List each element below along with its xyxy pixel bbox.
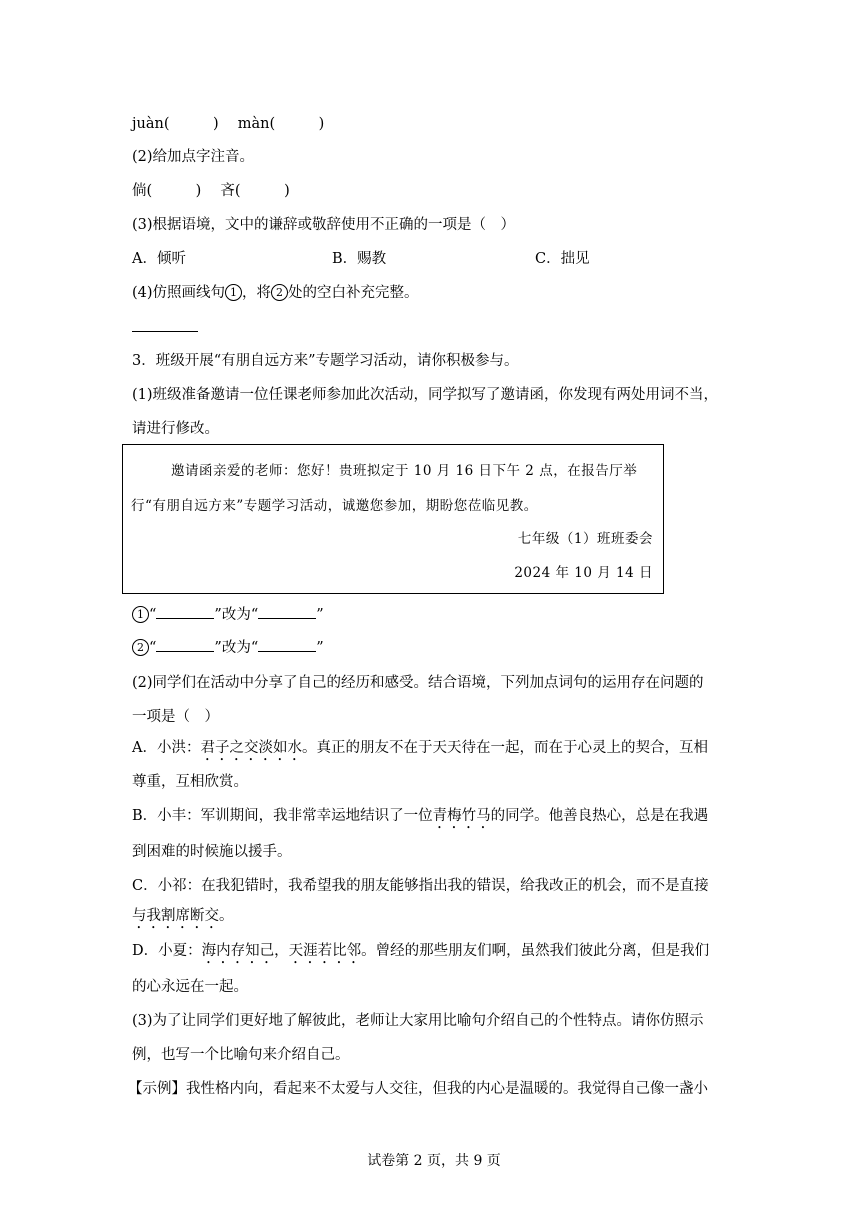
- question-2-sub2: (2)给加点字注音。: [132, 149, 255, 165]
- answer-blank[interactable]: [132, 331, 198, 332]
- choice-a-dotted: 君子之交淡如水: [200, 740, 302, 756]
- question-2-sub4: [132, 283, 419, 303]
- choice-b-line2: 到困难的时候施以援手。: [132, 844, 292, 860]
- fix-line-2: [132, 637, 324, 658]
- question-3-sub2-line1: (2)同学们在活动中分享了自己的经历和感受。结合语境，下列加点词句的运用存在问题的: [132, 675, 704, 691]
- quote-open: “: [149, 607, 157, 623]
- circled-number-2: 2: [132, 639, 149, 656]
- choice-c-dotted: 与我割席断交: [132, 908, 219, 924]
- choice-b-rest: 的同学。他善良热心，总是在我遇: [490, 808, 709, 824]
- invitation-letter-box: [122, 444, 664, 594]
- letter-line-2: 行“有朋自远方来”专题学习活动，诚邀您参加，期盼您莅临见教。: [131, 498, 538, 514]
- circled-number-1: 1: [132, 606, 149, 623]
- letter-date: 2024 年 10 月 14 日: [514, 565, 653, 581]
- fix-1-original-blank[interactable]: [156, 604, 214, 619]
- circled-number-1: 1: [225, 284, 242, 301]
- choice-c-line1: C．小祁：在我犯错时，我希望我的朋友能够指出我的错误，给我改正的机会，而不是直接: [132, 878, 709, 894]
- question-3-sub1-line2: 请进行修改。: [132, 421, 219, 437]
- question-3-sub3-line2: 例，也写一个比喻句来介绍自己。: [132, 1047, 350, 1063]
- choice-b-dotted: 青梅竹马: [432, 808, 491, 824]
- change-to-text: ”改为“: [214, 607, 259, 623]
- choice-d-line2: 的心永远在一起。: [132, 979, 248, 995]
- quote-close: ”: [316, 607, 324, 623]
- quote-close: ”: [316, 640, 324, 656]
- choice-b-line1: [132, 806, 708, 832]
- choice-d-line1: [132, 941, 709, 967]
- fix-2-original-blank[interactable]: [156, 637, 214, 652]
- sub4-mid: ，将: [242, 285, 272, 301]
- choice-c-line2: [132, 906, 234, 932]
- choice-a-line1: [132, 738, 708, 764]
- choice-d-dotted: 海内存知己，天涯若比邻: [201, 943, 362, 959]
- choice-b-prefix: B．小丰：军训期间，我非常幸运地结识了一位: [132, 808, 433, 824]
- choice-c-end: 。: [219, 908, 234, 924]
- page-footer: 试卷第 2 页，共 9 页: [367, 1153, 501, 1169]
- question-3-sub1-line1: (1)班级准备邀请一位任课老师参加此次活动，同学拟写了邀请函，你发现有两处用词不当，: [132, 387, 719, 403]
- fix-line-1: [132, 604, 324, 625]
- example-line: 【示例】我性格内向，看起来不太爱与人交往，但我的内心是温暖的。我觉得自己像一盏小: [128, 1081, 708, 1097]
- choice-d-rest: 。曾经的那些朋友们啊，虽然我们彼此分离，但是我们: [361, 943, 710, 959]
- fix-1-replacement-blank[interactable]: [258, 604, 316, 619]
- question-3-sub2-line2: 一项是（ ）: [132, 709, 219, 725]
- choice-a-prefix: A．小洪：: [132, 740, 201, 756]
- quote-open: “: [149, 640, 157, 656]
- character-blanks: 倘( ) 吝( ): [132, 183, 290, 199]
- question-3-title: 3．班级开展“有朋自远方来”专题学习活动，请你积极参与。: [132, 353, 519, 369]
- change-to-text: ”改为“: [214, 640, 259, 656]
- choice-d-prefix: D．小夏：: [132, 943, 202, 959]
- circled-number-2: 2: [271, 284, 288, 301]
- sub4-suffix: 处的空白补充完整。: [288, 285, 419, 301]
- choice-a-rest: 。真正的朋友不在于天天待在一起，而在于心灵上的契合，互相: [301, 740, 708, 756]
- choice-a-line2: 尊重，互相欣赏。: [132, 774, 248, 790]
- sub4-prefix: (4)仿照画线句: [132, 285, 226, 301]
- question-3-sub3-line1: (3)为了让同学们更好地了解彼此，老师让大家用比喻句介绍自己的个性特点。请你仿照示: [132, 1013, 704, 1029]
- pinyin-blanks: juàn( ) màn( ): [132, 116, 325, 132]
- fix-2-replacement-blank[interactable]: [258, 637, 316, 652]
- option-b: B．赐教: [332, 251, 387, 267]
- letter-line-1: 邀请函亲爱的老师：您好！贵班拟定于 10 月 16 日下午 2 点，在报告厅举: [171, 463, 638, 479]
- option-c: C．拙见: [535, 251, 590, 267]
- option-a: A．倾听: [132, 251, 186, 267]
- letter-signature: 七年级（1）班班委会: [517, 531, 653, 547]
- question-2-sub3: (3)根据语境，文中的谦辞或敬辞使用不正确的一项是（ ）: [132, 217, 516, 233]
